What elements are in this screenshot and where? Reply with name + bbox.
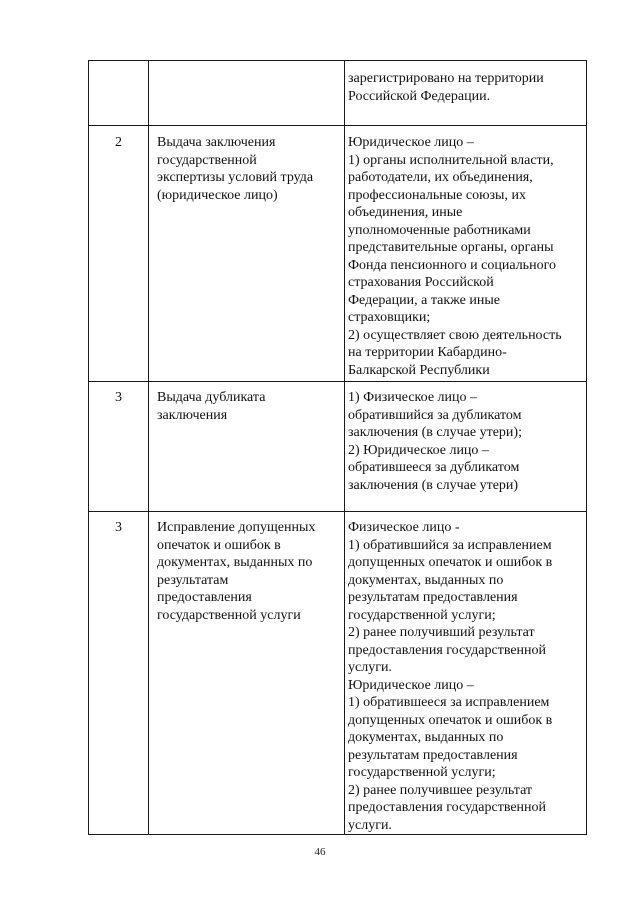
service-name-cell (149, 382, 345, 512)
row-number: 3 (115, 520, 122, 535)
row-number-cell (89, 382, 149, 512)
page-number: 46 (314, 846, 326, 858)
row-number: 3 (115, 390, 122, 405)
service-name-cell (149, 61, 345, 126)
applicant-description: Юридическое лицо – 1) органы исполнительной власти, работодатели, их объединения, профессиональные союзы, их объединения, иные уполномоченные работниками представительные органы, органы Фонда пенсионного и социального страхования Российской Федерации, а также иные страховщики; 2) осуществляет свою деятельность на территории Кабардино- Балкарской Республики (348, 135, 562, 378)
table-row (89, 382, 587, 512)
applicant-cell (345, 61, 587, 126)
service-name-cell (149, 126, 345, 382)
services-table (88, 60, 587, 835)
row-number-cell (89, 512, 149, 835)
row-number: 2 (115, 135, 122, 150)
service-name: Выдача дубликата заключения (157, 390, 266, 423)
applicant-cell (345, 382, 587, 512)
table-row (89, 512, 587, 835)
applicant-cell (345, 126, 587, 382)
service-name: Исправление допущенных опечаток и ошибок в документах, выданных по результатам предоставления государственной услуги (157, 520, 316, 623)
service-name: Выдача заключения государственной экспертизы условий труда (юридическое лицо) (157, 135, 314, 203)
row-number-cell (89, 126, 149, 382)
applicant-description: Физическое лицо - 1) обратившийся за исправлением допущенных опечаток и ошибок в документах, выданных по результатам предоставления государственной услуги; 2) ранее получивший результат предоставления государственной услуги. Юридическое лицо – 1) обратившееся за исправлением допущенных опечаток и ошибок в документах, выданных по результатам предоставления государственной услуги; 2) ранее получившее результат предоставления государственной услуги. (348, 520, 553, 833)
applicant-description: зарегистрировано на территории Российской Федерации. (348, 71, 544, 104)
applicant-cell (345, 512, 587, 835)
service-name-cell (149, 512, 345, 835)
table-row (89, 126, 587, 382)
row-number-cell (89, 61, 149, 126)
applicant-description: 1) Физическое лицо – обратившийся за дубликатом заключения (в случае утери); 2) Юридическое лицо – обратившееся за дубликатом заключения (в случае утери) (348, 390, 522, 493)
table-row (89, 61, 587, 126)
